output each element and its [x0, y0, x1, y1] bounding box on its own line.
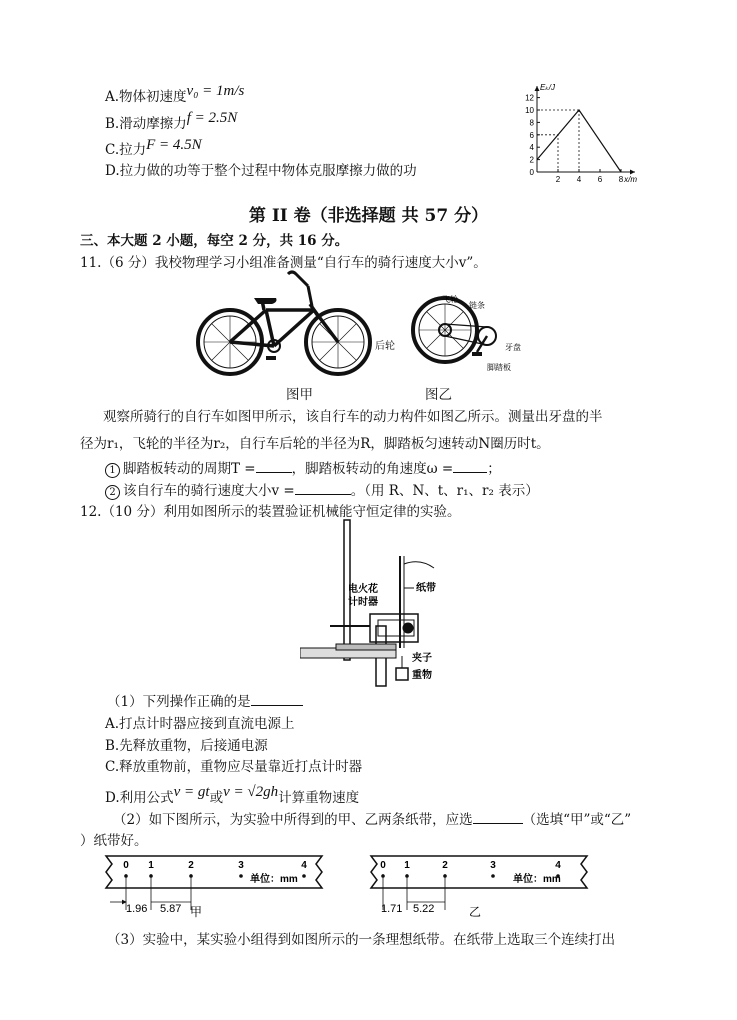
q11-para2: 径为r₁，飞轮的半径为r₂，自行车后轮的半径为R，脚踏板匀速转动N圈历时t。: [80, 436, 550, 452]
option-a: A.物体初速度v₀ = 1m/s: [105, 83, 245, 105]
x-axis-label: x/m: [624, 175, 637, 184]
q12-p2: （2）如下图所示，为实验中所得到的甲、乙两条纸带，应选 （选填“甲”或“乙”: [113, 812, 632, 828]
tape-jia-d1: 1.96: [126, 903, 148, 915]
x-tick-label: 8: [618, 175, 624, 184]
q12-option-b: B.先释放重物，后接通电源: [105, 738, 268, 754]
ek-x-graph: [515, 80, 650, 185]
svg-text:纸带: 纸带: [416, 583, 436, 594]
tape-jia: [100, 852, 330, 918]
q11-sub2: 2 该自行车的骑行速度大小v = 。（用 R、N、t、r₁、r₂ 表示）: [105, 479, 539, 500]
section3-heading: 三、本大题 2 小题，每空 2 分，共 16 分。: [80, 233, 349, 249]
bicycle-figure: [196, 268, 374, 378]
x-tick-label: 2: [555, 175, 561, 184]
tape-dot: [239, 874, 243, 878]
svg-text:夹子: 夹子: [412, 653, 432, 664]
q12-head: 12.（10 分）利用如图所示的装置验证机械能守恒定律的实验。: [80, 504, 461, 520]
tape-jia-d2: 5.87: [160, 903, 182, 915]
option-d: D.拉力做的功等于整个过程中物体克服摩擦力做的功: [105, 163, 417, 179]
tape-yi-name: 乙: [469, 905, 482, 918]
svg-text:重物: 重物: [412, 670, 432, 681]
y-tick-label: 8: [529, 118, 534, 128]
y-tick-label: 2: [529, 155, 534, 165]
x-tick-label: 4: [576, 175, 582, 184]
tape-jia-name: 甲: [190, 905, 203, 918]
y-tick-label: 4: [529, 143, 534, 153]
q11-sub1: 1 脚踏板转动的周期T = ，脚踏板转动的角速度ω = ；: [105, 457, 501, 478]
tape-point-label: 0: [123, 860, 129, 871]
svg-text:飞轮: 飞轮: [442, 295, 458, 304]
q12-option-d: D.利用公式v = gt或v = √2gh计算重物速度: [105, 784, 360, 806]
x-axis-arrow: [630, 170, 635, 175]
y-tick-label: 10: [525, 106, 534, 115]
tape-point-label: 4: [301, 860, 307, 871]
label-rear-wheel: 后轮: [375, 341, 395, 352]
svg-text:链条: 链条: [469, 301, 485, 310]
tape-yi: [365, 852, 595, 918]
formula-f: f = 2.5N: [186, 110, 238, 126]
y-tick-label: 12: [525, 93, 534, 103]
tape-point-label: 4: [555, 860, 561, 871]
tape-point-label: 1: [404, 860, 410, 871]
q12-p2-tail: ）纸带好。: [80, 833, 148, 849]
svg-text:脚踏板: 脚踏板: [487, 363, 511, 372]
formula-v0: v₀ = 1m/s: [186, 83, 245, 99]
fig-b-caption: 图乙: [425, 387, 452, 403]
y-axis-label: Eₖ/J: [540, 83, 555, 92]
part2-title: 第 II 卷（非选择题 共 57 分）: [248, 206, 489, 226]
apparatus-figure: [300, 518, 450, 688]
q12-p3: （3）实验中，某实验小组得到如图所示的一条理想纸带。在纸带上选取三个连续打出: [107, 932, 616, 948]
svg-text:电火花: 电火花: [348, 584, 378, 595]
tape-yi-d1: 1.71: [381, 903, 403, 915]
tape-point-label: 3: [490, 860, 496, 871]
tape-point-label: 0: [380, 860, 386, 871]
svg-text:牙盘: 牙盘: [505, 343, 521, 352]
y-tick-label: 6: [529, 130, 534, 140]
svg-text:计时器: 计时器: [348, 597, 378, 608]
q12-p1: （1）下列操作正确的是: [107, 690, 303, 710]
y-axis-arrow: [535, 86, 540, 91]
x-tick-label: 6: [597, 175, 603, 184]
tape-dot: [302, 874, 306, 878]
tape-point-label: 2: [188, 860, 194, 871]
origin-label: 0: [529, 168, 534, 177]
q11-head: 11.（6 分）我校物理学习小组准备测量“自行车的骑行速度大小v”。: [80, 255, 487, 271]
q11-para1: 观察所骑行的自行车如图甲所示，该自行车的动力构件如图乙所示。测量出牙盘的半: [103, 409, 603, 425]
tape-point-label: 3: [238, 860, 244, 871]
tape-point-label: 2: [442, 860, 448, 871]
tape-point-label: 1: [148, 860, 154, 871]
tape-yi-d2: 5.22: [413, 903, 435, 915]
q12-option-c: C.释放重物前，重物应尽量靠近打点计时器: [105, 759, 363, 775]
option-b: B.滑动摩擦力f = 2.5N: [105, 110, 238, 132]
tape-jia-unit: 单位：mm: [250, 874, 298, 885]
tape-dot: [491, 874, 495, 878]
fig-a-caption: 图甲: [286, 387, 313, 403]
tape-yi-unit: 单位：mm: [513, 874, 561, 885]
option-c: C.拉力F = 4.5N: [105, 137, 202, 158]
drive-figure: [405, 288, 530, 373]
q12-option-a: A.打点计时器应接到直流电源上: [105, 716, 295, 732]
formula-F: F = 4.5N: [146, 137, 202, 153]
